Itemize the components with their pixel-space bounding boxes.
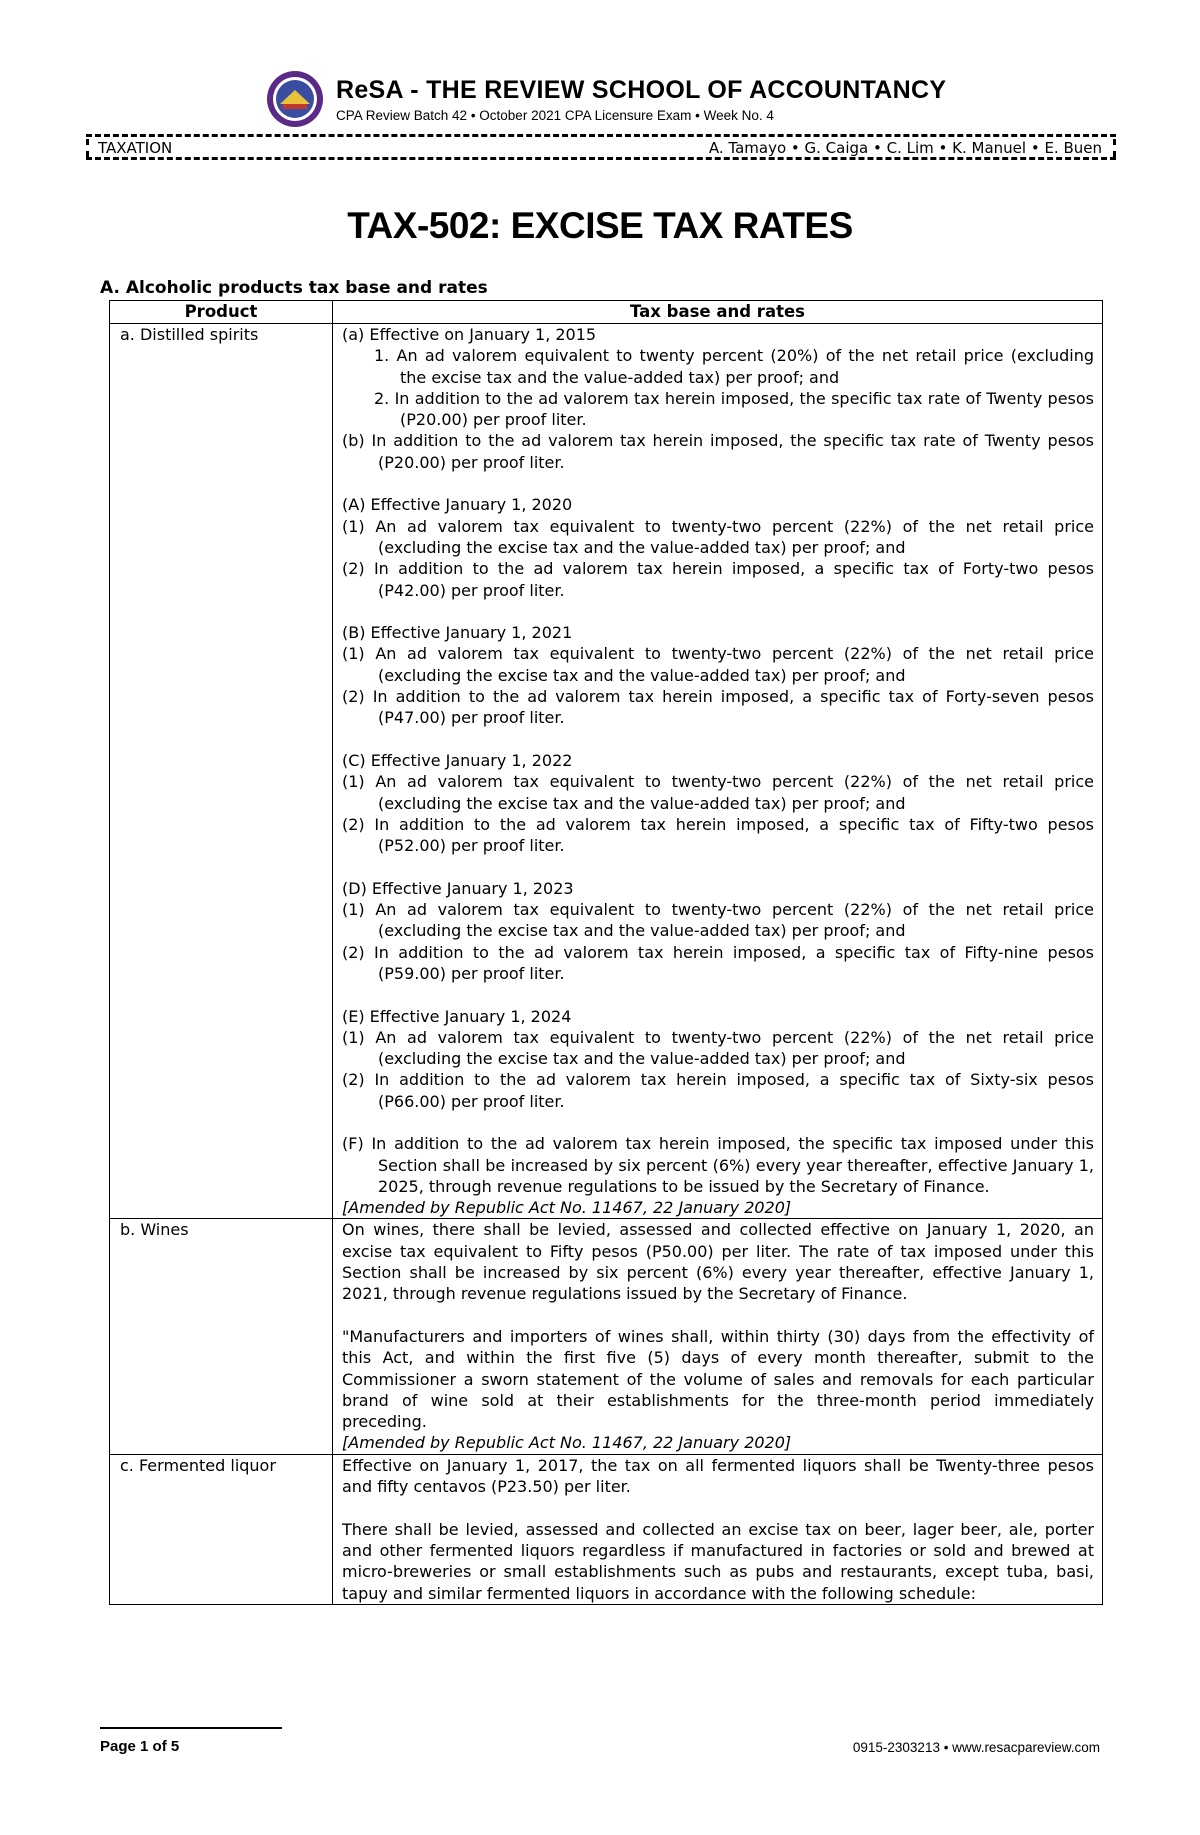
footer-divider xyxy=(100,1727,282,1729)
rate-paragraph: "Manufacturers and importers of wines shall, within thirty (30) days from the effectivity of this Act, and within the first five (5) days of every month thereafter, submit to the Commissioner a sworn statement of the volume of sales and removals for each particular brand of wine sold at their establishments for the three-month period immediately preceding. xyxy=(342,1326,1094,1432)
rate-paragraph: 2. In addition to the ad valorem tax herein imposed, the specific tax rate of Twenty pesos (P20.00) per proof liter. xyxy=(374,388,1094,430)
tax-rates-table xyxy=(109,300,1103,1605)
amendment-note: [Amended by Republic Act No. 11467, 22 January 2020] xyxy=(342,1198,792,1218)
rate-paragraph: (1) An ad valorem tax equivalent to twenty-two percent (22%) of the net retail price (excluding the excise tax and the value-added tax) per proof; and xyxy=(342,516,1094,557)
rate-paragraph: (b) In addition to the ad valorem tax herein imposed, the specific tax rate of Twenty pesos (P20.00) per proof liter. xyxy=(342,431,1094,472)
rates-cell xyxy=(333,1219,1103,1454)
rate-heading: (D) Effective January 1, 2023 xyxy=(342,878,574,898)
rates-cell xyxy=(333,1454,1103,1604)
rates-cell xyxy=(333,324,1103,1219)
rate-paragraph: (2) In addition to the ad valorem tax herein imposed, a specific tax of Fifty-nine pesos (P59.00) per proof liter. xyxy=(342,942,1094,983)
rate-paragraph: There shall be levied, assessed and collected an excise tax on beer, lager beer, ale, porter and other fermented liquors regardless if manufactured in factories or sold and brewed at micro-breweries or small establishments such as pubs and restaurants, except tuba, basi, tapuy and similar fermented liquors in accordance with the following schedule: xyxy=(342,1519,1094,1603)
rate-heading: (B) Effective January 1, 2021 xyxy=(342,623,573,643)
column-header-product: Product xyxy=(110,301,333,324)
rate-paragraph: On wines, there shall be levied, assessed and collected effective on January 1, 2020, an excise tax equivalent to Fifty pesos (P50.00) per liter. The rate of tax imposed under this Section shall be increased by six percent (6%) every year thereafter, effective January 1, 2021, through revenue regulations issued by the Secretary of Finance. xyxy=(342,1220,1094,1304)
table-row xyxy=(110,1454,1103,1604)
subject-bar xyxy=(86,134,1116,160)
batch-line: CPA Review Batch 42 • October 2021 CPA Licensure Exam • Week No. 4 xyxy=(336,108,774,123)
product-cell: b. Wines xyxy=(110,1219,333,1454)
school-seal-icon xyxy=(266,70,324,128)
rate-paragraph: Effective on January 1, 2017, the tax on all fermented liquors shall be Twenty-three pesos and fifty centavos (P23.50) per liter. xyxy=(342,1455,1094,1497)
rate-paragraph: (1) An ad valorem tax equivalent to twenty-two percent (22%) of the net retail price (excluding the excise tax and the value-added tax) per proof; and xyxy=(342,900,1094,941)
product-cell: a. Distilled spirits xyxy=(110,324,333,1219)
footer-contact: 0915-2303213 • www.resacpareview.com xyxy=(852,1740,1100,1755)
rate-heading: (E) Effective January 1, 2024 xyxy=(342,1006,572,1026)
table-row xyxy=(110,324,1103,1219)
rate-heading: (C) Effective January 1, 2022 xyxy=(342,750,573,770)
section-heading: A. Alcoholic products tax base and rates xyxy=(100,278,488,298)
page-title: TAX-502: EXCISE TAX RATES xyxy=(347,205,853,246)
column-header-rates: Tax base and rates xyxy=(333,301,1103,324)
rate-paragraph: (2) In addition to the ad valorem tax herein imposed, a specific tax of Sixty-six pesos (P66.00) per proof liter. xyxy=(342,1070,1094,1111)
amendment-note: [Amended by Republic Act No. 11467, 22 January 2020] xyxy=(342,1433,792,1453)
page-number: Page 1 of 5 xyxy=(100,1738,180,1755)
table-header-row xyxy=(110,301,1103,324)
rate-heading: (A) Effective January 1, 2020 xyxy=(342,495,573,515)
rate-paragraph: (a) Effective on January 1, 2015 xyxy=(342,325,597,344)
subject-label: TAXATION xyxy=(98,139,173,157)
product-cell: c. Fermented liquor xyxy=(110,1454,333,1604)
rate-paragraph: (1) An ad valorem tax equivalent to twenty-two percent (22%) of the net retail price (excluding the excise tax and the value-added tax) per proof; and xyxy=(342,1027,1094,1069)
rate-paragraph: (2) In addition to the ad valorem tax herein imposed, a specific tax of Forty-two pesos (P42.00) per proof liter. xyxy=(342,559,1094,600)
authors-label: A. Tamayo • G. Caiga • C. Lim • K. Manuel • E. Buen xyxy=(708,139,1102,157)
rate-paragraph: (1) An ad valorem tax equivalent to twenty-two percent (22%) of the net retail price (excluding the excise tax and the value-added tax) per proof; and xyxy=(342,772,1094,813)
rate-paragraph: (2) In addition to the ad valorem tax herein imposed, a specific tax of Forty-seven pesos (P47.00) per proof liter. xyxy=(342,687,1094,728)
rate-paragraph: (1) An ad valorem tax equivalent to twenty-two percent (22%) of the net retail price (excluding the excise tax and the value-added tax) per proof; and xyxy=(342,644,1094,685)
table-row xyxy=(110,1219,1103,1454)
rate-paragraph: (F) In addition to the ad valorem tax herein imposed, the specific tax imposed under this Section shall be increased by six percent (6%) every year thereafter, effective January 1, 2025, through revenue regulations to be issued by the Secretary of Finance. xyxy=(342,1134,1094,1196)
rate-paragraph: 1. An ad valorem equivalent to twenty percent (20%) of the net retail price (excluding the excise tax and the value-added tax) per proof; and xyxy=(374,346,1094,387)
school-name: ReSA - THE REVIEW SCHOOL OF ACCOUNTANCY xyxy=(336,76,947,104)
rate-paragraph: (2) In addition to the ad valorem tax herein imposed, a specific tax of Fifty-two pesos (P52.00) per proof liter. xyxy=(342,814,1094,856)
